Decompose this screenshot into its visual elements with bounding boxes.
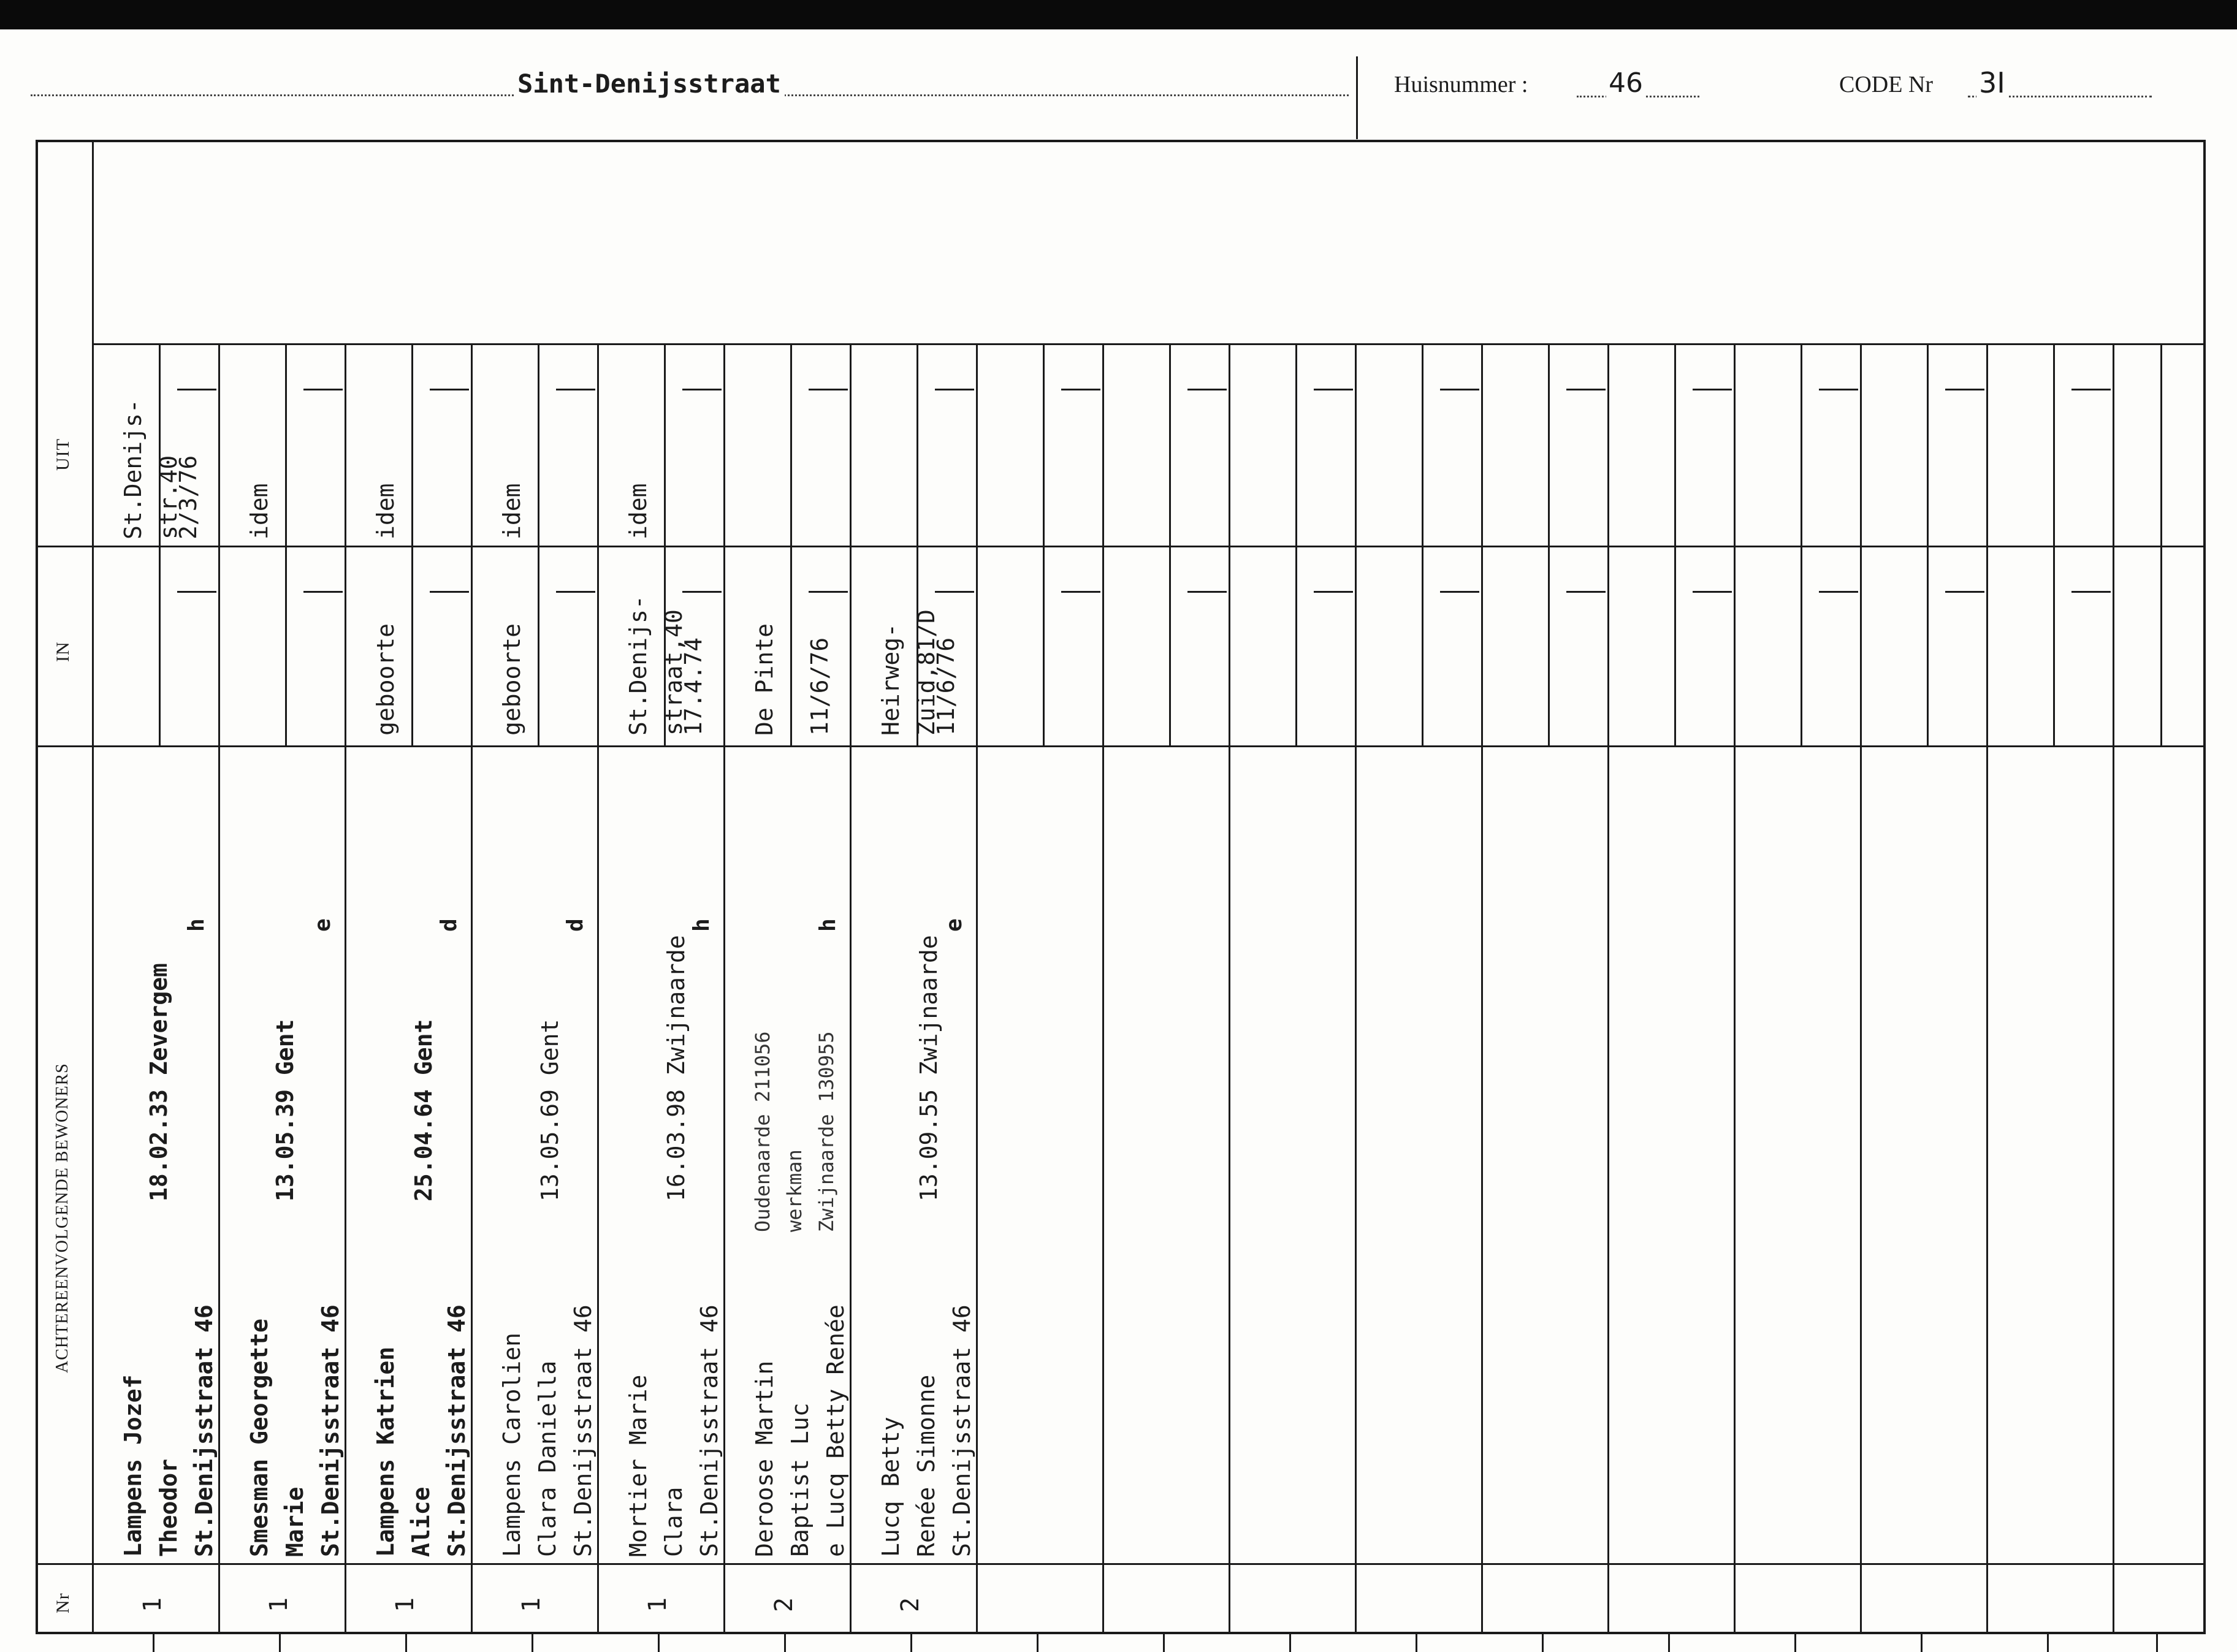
label-uit: UIT: [53, 438, 73, 471]
in-subcolumn-divider: [159, 547, 161, 745]
resident-names: [620, 1304, 727, 1557]
resident-names: [368, 1304, 474, 1557]
uit-empty-dash: [303, 389, 343, 390]
bottom-tick: [1542, 1634, 1544, 1652]
uit-empty-dash: [1566, 389, 1606, 390]
resident-name1: Lampens Carolien: [498, 1332, 525, 1557]
resident-names: [494, 1304, 601, 1557]
resident-addr: St.Denijsstraat 46: [443, 1304, 470, 1557]
resident-name1: Mortier Marie: [625, 1374, 652, 1557]
code-value: 3I: [1976, 66, 2008, 99]
code-label: CODE Nr: [1839, 72, 1934, 97]
resident-sex: e: [942, 918, 967, 932]
resident-nr: 1: [139, 1597, 167, 1612]
resident-name1: Lampens Katrien: [372, 1346, 399, 1557]
resident-sex: h: [184, 918, 209, 932]
in-subcolumn-divider: [1169, 547, 1171, 745]
in-subcolumn-divider: [2053, 547, 2055, 745]
resident-nr: 1: [644, 1597, 672, 1612]
resident-nr: 1: [391, 1597, 419, 1612]
column-divider: [1229, 343, 1230, 1634]
bottom-tick: [405, 1634, 407, 1652]
uit-place: idem: [372, 483, 399, 539]
in-date: 17.4.74: [680, 637, 707, 736]
in-subcolumn-divider: [1548, 547, 1550, 745]
in-empty-dash: [1566, 591, 1606, 593]
in-place: geboorte: [498, 623, 525, 736]
resident-addr: St.Denijsstraat 46: [191, 1304, 218, 1557]
resident-birth: Oudenaarde 211056: [751, 1031, 774, 1232]
resident-sex: h: [689, 918, 714, 932]
resident-birth: 25.04.64 Gent: [410, 1019, 437, 1201]
in-empty-dash: [1187, 591, 1227, 593]
resident-birth: 13.05.69 Gent: [536, 1019, 563, 1201]
resident-name1: Smesman Georgette: [246, 1319, 273, 1557]
resident-addr: St.Denijsstraat 46: [948, 1304, 975, 1557]
uit-subcolumn-divider: [1043, 344, 1045, 546]
in-empty-dash: [809, 591, 848, 593]
scan-top-edge: [0, 0, 2237, 29]
uit-empty-dash: [1187, 389, 1227, 390]
uit-subcolumn-divider: [1422, 344, 1423, 546]
uit-subcolumn-divider: [1674, 344, 1676, 546]
uit-subcolumn-divider: [917, 344, 918, 546]
resident-addr: e Lucq Betty Renée: [822, 1304, 849, 1557]
column-divider: [1102, 343, 1104, 1634]
uit-subcolumn-divider: [664, 344, 666, 546]
label-nr: Nr: [53, 1593, 73, 1613]
in-place: St.Denijs- straat,40: [625, 595, 687, 736]
resident-extra2: Zwijnaarde 130955: [815, 1031, 838, 1232]
huisnummer-value: 46: [1606, 67, 1645, 99]
bewoners-nr-divider: [38, 1563, 2205, 1565]
column-divider: [1355, 343, 1357, 1634]
resident-name2: Alice: [408, 1486, 435, 1557]
table-right-border: [2203, 140, 2206, 1634]
uit-subcolumn-divider: [285, 344, 287, 546]
resident-name2: Baptist Luc: [787, 1403, 814, 1557]
uit-empty-dash: [2071, 389, 2111, 390]
in-empty-dash: [2071, 591, 2111, 593]
resident-nr: 1: [265, 1597, 293, 1612]
bottom-tick: [1037, 1634, 1038, 1652]
in-subcolumn-divider: [1043, 547, 1045, 745]
in-date: 11/6/76: [806, 637, 833, 736]
bottom-tick: [1921, 1634, 1923, 1652]
in-subcolumn-divider: [411, 547, 413, 745]
uit-empty-dash: [1314, 389, 1353, 390]
bottom-tick: [2047, 1634, 2049, 1652]
uit-top-line: [92, 343, 2205, 345]
in-empty-dash: [1440, 591, 1479, 593]
bottom-tick: [153, 1634, 154, 1652]
in-subcolumn-divider: [1801, 547, 1802, 745]
resident-names: [115, 1304, 222, 1557]
resident-sex: d: [563, 918, 588, 932]
in-empty-dash: [177, 591, 216, 593]
uit-place: idem: [498, 483, 525, 539]
uit-empty-dash: [1061, 389, 1100, 390]
column-divider: [1986, 343, 1988, 1634]
resident-name1: Lucq Betty: [877, 1417, 904, 1557]
bottom-tick: [1668, 1634, 1670, 1652]
uit-empty-dash: [177, 389, 216, 390]
resident-name1: Lampens Jozef: [120, 1374, 147, 1557]
in-place: geboorte: [372, 623, 399, 736]
bottom-tick: [1416, 1634, 1417, 1652]
uit-subcolumn-divider: [1801, 344, 1802, 546]
resident-extra: werkman: [783, 1149, 806, 1232]
uit-subcolumn-divider: [2160, 344, 2162, 546]
resident-nr: 1: [517, 1597, 546, 1612]
uit-empty-dash: [1819, 389, 1858, 390]
in-date: 11/6/76: [932, 637, 959, 736]
uit-subcolumn-divider: [2053, 344, 2055, 546]
uit-date: 2/3/76: [175, 455, 202, 539]
in-empty-dash: [1693, 591, 1732, 593]
uit-subcolumn-divider: [1169, 344, 1171, 546]
resident-nr: 2: [896, 1597, 924, 1612]
uit-subcolumn-divider: [538, 344, 539, 546]
column-divider: [2113, 343, 2114, 1634]
uit-empty-dash: [1693, 389, 1732, 390]
in-subcolumn-divider: [1295, 547, 1297, 745]
in-subcolumn-divider: [1674, 547, 1676, 745]
column-divider: [1481, 343, 1483, 1634]
table-left-border: [36, 140, 38, 1634]
street-name: Sint-Denijsstraat: [514, 69, 785, 99]
resident-name2: Theodor: [155, 1458, 182, 1557]
resident-name2: Clara Daniella: [534, 1360, 561, 1557]
label-column-divider: [92, 142, 94, 1632]
huisnummer-label: Huisnummer :: [1394, 72, 1528, 97]
in-empty-dash: [1061, 591, 1100, 593]
bottom-tick: [658, 1634, 660, 1652]
uit-place: idem: [625, 483, 652, 539]
uit-empty-dash: [1945, 389, 1984, 390]
uit-empty-dash: [556, 389, 595, 390]
resident-birth: 16.03.98 Zwijnaarde: [663, 935, 690, 1201]
uit-empty-dash: [1440, 389, 1479, 390]
resident-names: [873, 1304, 980, 1557]
in-empty-dash: [1819, 591, 1858, 593]
column-divider: [1860, 343, 1862, 1634]
resident-names: [747, 1304, 853, 1557]
in-empty-dash: [556, 591, 595, 593]
resident-sex: h: [815, 918, 840, 932]
uit-empty-dash: [682, 389, 722, 390]
resident-addr: St.Denijsstraat 46: [696, 1304, 723, 1557]
table-top-border: [36, 140, 2206, 142]
resident-details: [747, 1031, 842, 1232]
bottom-tick: [1794, 1634, 1796, 1652]
uit-subcolumn-divider: [411, 344, 413, 546]
bottom-tick: [784, 1634, 786, 1652]
in-bewoners-divider: [38, 745, 2205, 747]
resident-birth: 18.02.33 Zevergem: [145, 963, 172, 1201]
resident-sex: e: [310, 918, 335, 932]
uit-subcolumn-divider: [790, 344, 792, 546]
in-empty-dash: [303, 591, 343, 593]
column-divider: [1734, 343, 1736, 1634]
uit-place: idem: [246, 483, 273, 539]
bottom-tick: [1163, 1634, 1165, 1652]
bottom-tick: [1289, 1634, 1291, 1652]
in-place: Heirweg- Zuid,81/D: [877, 609, 940, 736]
table-bottom-border: [36, 1632, 2206, 1634]
in-empty-dash: [1314, 591, 1353, 593]
resident-name1: Deroose Martin: [751, 1360, 778, 1557]
resident-name2: Marie: [281, 1486, 308, 1557]
uit-subcolumn-divider: [1295, 344, 1297, 546]
resident-birth: 13.09.55 Zwijnaarde: [915, 935, 942, 1201]
resident-nr: 2: [770, 1597, 798, 1612]
resident-sex: d: [436, 918, 462, 932]
resident-names: [242, 1304, 348, 1557]
uit-empty-dash: [809, 389, 848, 390]
label-in: IN: [53, 641, 73, 662]
resident-addr: St.Denijsstraat 46: [317, 1304, 344, 1557]
column-divider: [1607, 343, 1609, 1634]
resident-name2: Clara: [660, 1486, 687, 1557]
header-divider: [1356, 56, 1358, 139]
uit-subcolumn-divider: [1927, 344, 1929, 546]
in-subcolumn-divider: [1927, 547, 1929, 745]
in-subcolumn-divider: [538, 547, 539, 745]
in-empty-dash: [682, 591, 722, 593]
bottom-tick: [532, 1634, 533, 1652]
uit-empty-dash: [935, 389, 974, 390]
uit-empty-dash: [430, 389, 469, 390]
uit-place: St.Denijs- str.40: [120, 399, 182, 539]
in-subcolumn-divider: [2160, 547, 2162, 745]
in-subcolumn-divider: [790, 547, 792, 745]
uit-subcolumn-divider: [1548, 344, 1550, 546]
in-empty-dash: [430, 591, 469, 593]
uit-in-divider: [38, 546, 2205, 547]
resident-birth: 13.05.39 Gent: [272, 1019, 299, 1201]
in-empty-dash: [935, 591, 974, 593]
resident-addr: St.Denijsstraat 46: [570, 1304, 596, 1557]
in-empty-dash: [1945, 591, 1984, 593]
in-place: De Pinte: [751, 623, 778, 736]
label-bewoners: ACHTEREENVOLGENDE BEWONERS: [53, 1063, 72, 1373]
in-subcolumn-divider: [285, 547, 287, 745]
bottom-tick: [279, 1634, 281, 1652]
bottom-tick: [2156, 1634, 2158, 1652]
in-subcolumn-divider: [1422, 547, 1423, 745]
bottom-tick: [910, 1634, 912, 1652]
resident-name2: Renée Simonne: [913, 1374, 940, 1557]
